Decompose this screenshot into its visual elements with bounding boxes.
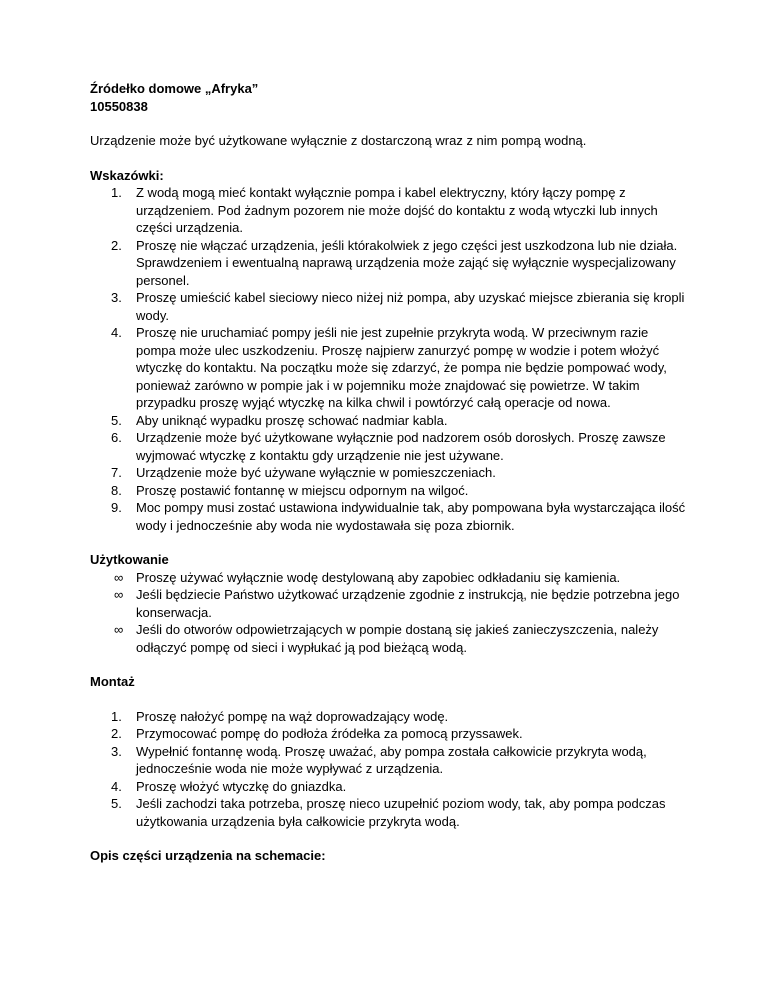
list-item xyxy=(90,621,690,656)
list-item xyxy=(90,708,690,726)
list-item-text: Proszę włożyć wtyczkę do gniazdka. xyxy=(136,778,347,794)
list-item xyxy=(90,499,690,534)
intro-text: Urządzenie może być użytkowane wyłącznie z dostarczoną wraz z nim pompą wodną. xyxy=(90,133,587,148)
list-item-text: Proszę nie włączać urządzenia, jeśli którakolwiek z jego części jest uszkodzona lub nie działa. Sprawdzeniem i ewentualną naprawą urządzenia może zająć się wyłącznie wyspecjalizowany personel. xyxy=(136,237,678,288)
wskazowki-list xyxy=(90,184,690,534)
list-number: 7. xyxy=(111,465,122,480)
list-item xyxy=(90,569,690,587)
list-number: 9. xyxy=(111,500,122,515)
list-number: 3. xyxy=(111,743,122,759)
list-item xyxy=(90,429,690,464)
list-item-text: Aby uniknąć wypadku proszę schować nadmiar kabla. xyxy=(136,412,448,428)
list-number: 6. xyxy=(111,430,122,445)
wskazowki-heading: Wskazówki: xyxy=(90,167,164,183)
list-item-text: Urządzenie może być użytkowane wyłącznie pod nadzorem osób dorosłych. Proszę zawsze wyjmować wtyczkę z kontaktu gdy urządzenie nie jest używane. xyxy=(136,430,666,463)
list-item xyxy=(90,289,690,324)
list-item-text: Przymocować pompę do podłoża źródełka za pomocą przyssawek. xyxy=(136,726,523,741)
list-number: 4. xyxy=(111,778,122,794)
list-item-text: Z wodą mogą mieć kontakt wyłącznie pompa i kabel elektryczny, który łączy pompę z urządzeniem. Pod żadnym pozorem nie może dojść do kontaktu z wodą wtyczki lub innych części urządzenia. xyxy=(136,185,658,235)
document-page xyxy=(90,80,690,865)
list-item xyxy=(90,586,690,621)
list-number: 2. xyxy=(111,726,122,741)
list-item xyxy=(90,412,690,430)
montaz-heading: Montaż xyxy=(90,674,135,689)
list-number: 3. xyxy=(111,290,122,305)
list-item-text: Urządzenie może być używane wyłącznie w pomieszczeniach. xyxy=(136,465,496,480)
list-number: 4. xyxy=(111,325,122,340)
infinity-bullet-icon: ∞ xyxy=(114,622,124,637)
uzytkowanie-heading: Użytkowanie xyxy=(90,552,169,567)
list-item xyxy=(90,743,690,778)
uzytkowanie-list xyxy=(90,569,690,657)
opis-heading: Opis części urządzenia na schemacie: xyxy=(90,848,326,863)
list-item-text: Moc pompy musi zostać ustawiona indywidualnie tak, aby pompowana była wystarczająca ilość wody i jednocześnie aby woda nie wydostawała się poza zbiornik. xyxy=(136,500,686,533)
list-item xyxy=(90,482,690,500)
list-item xyxy=(90,464,690,482)
list-item-text: Jeśli do otworów odpowietrzających w pompie dostaną się jakieś zanieczyszczenia, należy odłączyć pompę od sieci i wypłukać ją pod bieżącą wodą. xyxy=(136,622,659,655)
list-number: 5. xyxy=(111,796,122,811)
document-title: Źródełko domowe „Afryka” xyxy=(90,81,259,96)
list-item xyxy=(90,795,690,830)
list-item-text: Wypełnić fontannę wodą. Proszę uważać, aby pompa została całkowicie przykryta wodą, jednocześnie woda nie może wypływać z urządzenia. xyxy=(136,743,647,776)
list-item-text: Proszę nałożyć pompę na wąż doprowadzający wodę. xyxy=(136,708,449,724)
list-item xyxy=(90,324,690,412)
infinity-bullet-icon: ∞ xyxy=(114,569,124,585)
infinity-bullet-icon: ∞ xyxy=(114,587,124,602)
list-number: 2. xyxy=(111,237,122,253)
list-number: 5. xyxy=(111,412,122,428)
montaz-list xyxy=(90,708,690,831)
list-number: 8. xyxy=(111,482,122,498)
list-item-text: Proszę nie uruchamiać pompy jeśli nie jest zupełnie przykryta wodą. W przeciwnym razie pompa może ulec uszkodzeniu. Proszę najpierw zanurzyć pompę w wodzie i potem włożyć wtyczkę do kontaktu. Na początku może się zdarzyć, że pompa nie będzie pompować wody, ponieważ zarówno w pompie jak i w pojemniku może znajdować się powietrze. W takim przypadku proszę wyjąć wtyczkę na kilka chwil i powtórzyć całą operacje od nowa. xyxy=(136,325,667,410)
list-item xyxy=(90,778,690,796)
list-item-text: Jeśli będziecie Państwo użytkować urządzenie zgodnie z instrukcją, nie będzie potrzebna jego konserwacja. xyxy=(136,587,680,620)
list-item xyxy=(90,237,690,290)
list-number: 1. xyxy=(111,708,122,724)
list-item-text: Proszę umieścić kabel sieciowy nieco niżej niż pompa, aby uzyskać miejsce zbierania się kropli wody. xyxy=(136,290,685,323)
product-code: 10550838 xyxy=(90,98,148,114)
list-item-text: Proszę postawić fontannę w miejscu odpornym na wilgoć. xyxy=(136,482,469,498)
list-item xyxy=(90,725,690,743)
spacer xyxy=(90,691,690,708)
list-item xyxy=(90,184,690,237)
list-item-text: Jeśli zachodzi taka potrzeba, proszę nieco uzupełnić poziom wody, tak, aby pompa podczas użytkowania urządzenia była całkowicie przykryta wodą. xyxy=(136,796,666,829)
list-number: 1. xyxy=(111,185,122,200)
list-item-text: Proszę używać wyłącznie wodę destylowaną aby zapobiec odkładaniu się kamienia. xyxy=(136,569,621,585)
